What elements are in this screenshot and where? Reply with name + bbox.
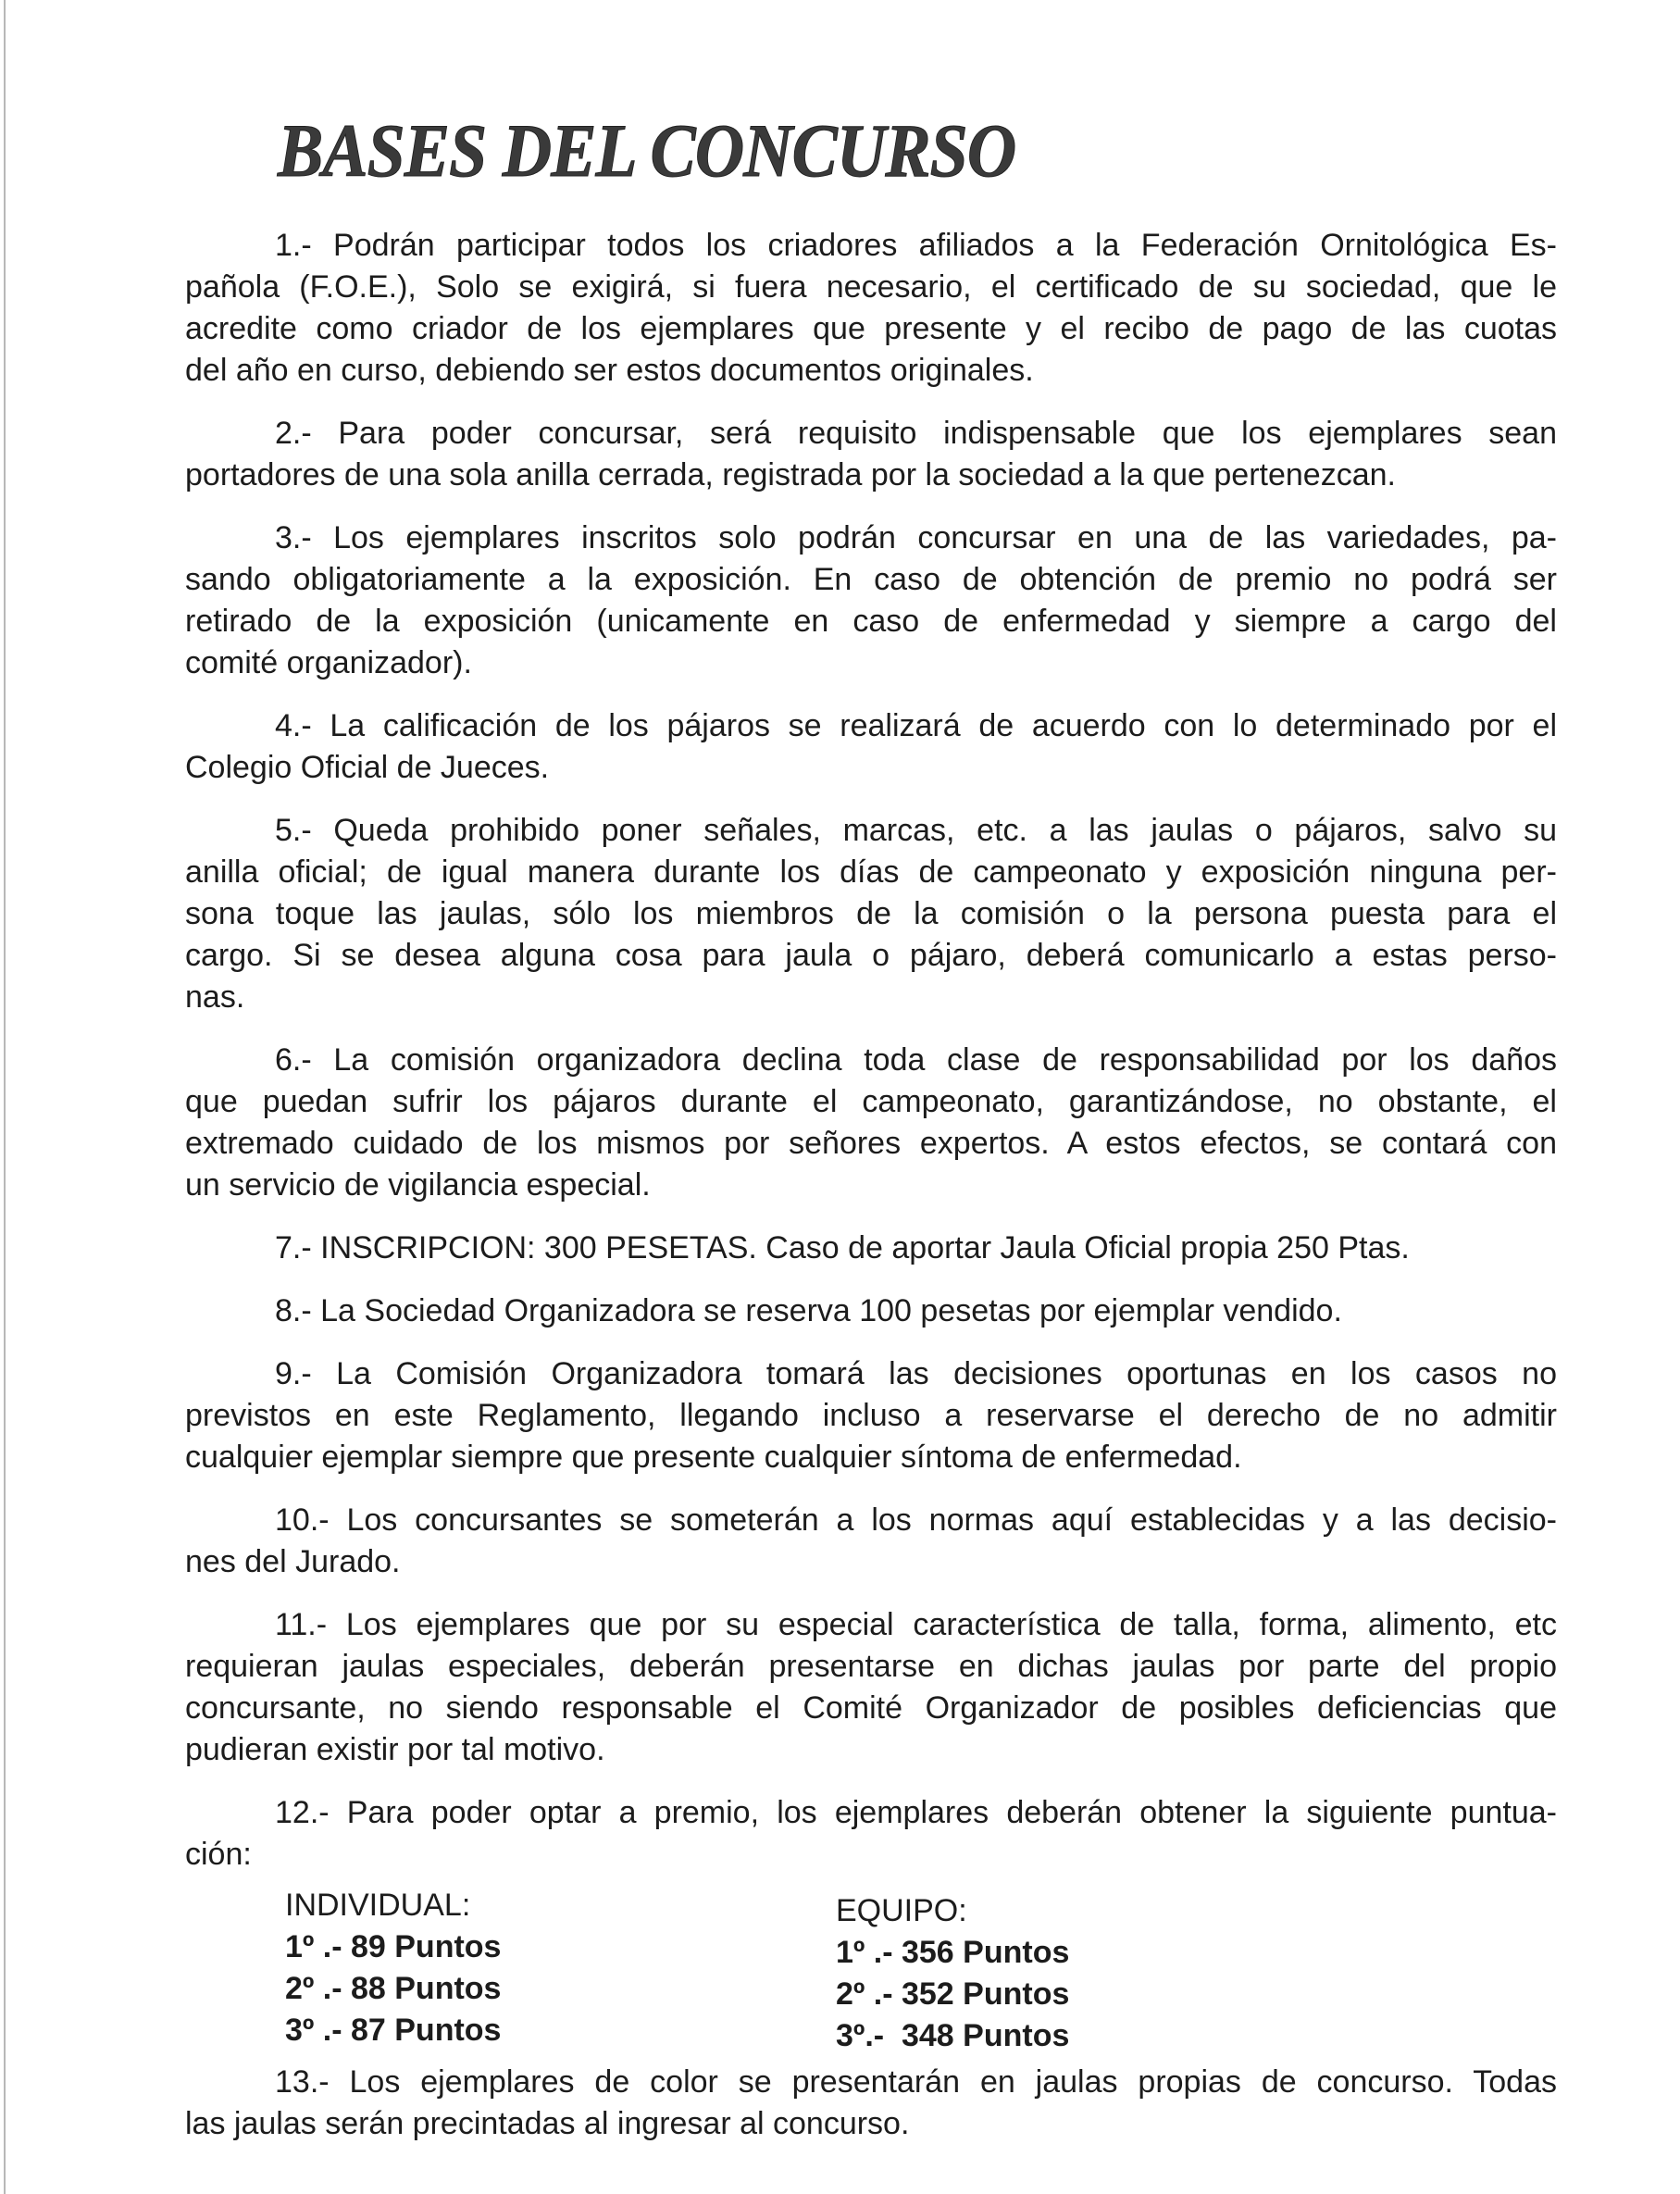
page-title: BASES DEL CONCURSO xyxy=(278,108,1016,193)
rule-line: retirado de la exposición (unicamente en caso de enfermedad y siempre a cargo del xyxy=(185,604,1557,639)
team-score-row: 3º.- 348 Puntos xyxy=(836,2018,1070,2053)
individual-score-row: 2º .- 88 Puntos xyxy=(285,1971,502,2006)
rule-line: 1.- Podrán participar todos los criadores afiliados a la Federación Ornitológica Es- xyxy=(275,228,1557,263)
rule-line: Colegio Oficial de Jueces. xyxy=(185,750,550,785)
rule-1 xyxy=(185,225,1557,392)
rule-line: 5.- Queda prohibido poner señales, marcas, etc. a las jaulas o pájaros, salvo su xyxy=(275,813,1557,848)
team-scores xyxy=(836,1890,1069,2057)
rule-line: 10.- Los concursantes se someterán a los normas aquí establecidas y a las decisio- xyxy=(275,1502,1557,1538)
rule-line: 3.- Los ejemplares inscritos solo podrán concursar en una de las variedades, pa- xyxy=(275,520,1557,555)
individual-score-row: 3º .- 87 Puntos xyxy=(285,2013,502,2048)
rules-list xyxy=(185,225,1557,1876)
rule-line: del año en curso, debiendo ser estos documentos originales. xyxy=(185,353,1034,388)
rule-line: 6.- La comisión organizadora declina toda clase de responsabilidad por los daños xyxy=(275,1042,1557,1078)
rule-6 xyxy=(185,1040,1557,1206)
rule-line: 2.- Para poder concursar, será requisito indispensable que los ejemplares sean xyxy=(275,416,1557,451)
rule-line: previstos en este Reglamento, llegando incluso a reservarse el derecho de no admitir xyxy=(185,1398,1557,1433)
rule-line: un servicio de vigilancia especial. xyxy=(185,1167,651,1203)
rule-line: sando obligatoriamente a la exposición. En caso de obtención de premio no podrá ser xyxy=(185,562,1557,597)
team-score-row: 2º .- 352 Puntos xyxy=(836,1976,1070,2012)
rule-line: nas. xyxy=(185,979,245,1015)
rules-body xyxy=(185,225,1557,2166)
rule-line: acredite como criador de los ejemplares que presente y el recibo de pago de las cuotas xyxy=(185,311,1557,346)
rule-13 xyxy=(185,2062,1557,2145)
rule-5 xyxy=(185,810,1557,1018)
rule-line: nes del Jurado. xyxy=(185,1544,401,1579)
individual-heading: INDIVIDUAL: xyxy=(285,1888,471,1923)
rule-8 xyxy=(185,1290,1557,1332)
rule-4 xyxy=(185,705,1557,789)
rule-line: pañola (F.O.E.), Solo se exigirá, si fuera necesario, el certificado de su sociedad, que le xyxy=(185,269,1557,305)
rule-10 xyxy=(185,1500,1557,1583)
rule-line: sona toque las jaulas, sólo los miembros de la comisión o la persona puesta para el xyxy=(185,896,1557,931)
rule-7 xyxy=(185,1228,1557,1269)
rule-line: anilla oficial; de igual manera durante los días de campeonato y exposición ninguna per- xyxy=(185,854,1557,890)
rule-3 xyxy=(185,517,1557,684)
team-heading: EQUIPO: xyxy=(836,1893,967,1928)
rule-line: pudieran existir por tal motivo. xyxy=(185,1732,605,1767)
rule-line: 9.- La Comisión Organizadora tomará las decisiones oportunas en los casos no xyxy=(275,1356,1557,1391)
rule-line: comité organizador). xyxy=(185,645,472,680)
rule-line: extremado cuidado de los mismos por señores expertos. A estos efectos, se contará con xyxy=(185,1126,1557,1161)
rule-line: 12.- Para poder optar a premio, los ejemplares deberán obtener la siguiente puntua- xyxy=(275,1795,1557,1830)
rule-line: 4.- La calificación de los pájaros se realizará de acuerdo con lo determinado por el xyxy=(275,708,1557,743)
individual-scores xyxy=(285,1885,501,2051)
rule-line: 8.- La Sociedad Organizadora se reserva 100 pesetas por ejemplar vendido. xyxy=(275,1293,1342,1328)
rule-12 xyxy=(185,1792,1557,1876)
rule-line: concursante, no siendo responsable el Comité Organizador de posibles deficiencias que xyxy=(185,1690,1557,1726)
rule-line: 11.- Los ejemplares que por su especial característica de talla, forma, alimento, etc xyxy=(275,1607,1557,1642)
rule-9 xyxy=(185,1353,1557,1478)
rule-line: 13.- Los ejemplares de color se presentarán en jaulas propias de concurso. Todas xyxy=(275,2064,1557,2100)
rule-line: que puedan sufrir los pájaros durante el campeonato, garantizándose, no obstante, el xyxy=(185,1084,1557,1119)
score-table xyxy=(185,1885,1557,2054)
rule-line: ción: xyxy=(185,1837,252,1872)
scan-edge xyxy=(4,0,6,2194)
individual-score-row: 1º .- 89 Puntos xyxy=(285,1929,502,1964)
rule-line: 7.- INSCRIPCION: 300 PESETAS. Caso de aportar Jaula Oficial propia 250 Ptas. xyxy=(275,1230,1410,1265)
rule-line: portadores de una sola anilla cerrada, registrada por la sociedad a la que pertenezcan. xyxy=(185,457,1396,492)
team-score-row: 1º .- 356 Puntos xyxy=(836,1935,1070,1970)
rule-line: requieran jaulas especiales, deberán presentarse en dichas jaulas por parte del propio xyxy=(185,1649,1557,1684)
rule-line: cargo. Si se desea alguna cosa para jaula o pájaro, deberá comunicarlo a estas perso- xyxy=(185,938,1557,973)
rule-line: cualquier ejemplar siempre que presente cualquier síntoma de enfermedad. xyxy=(185,1440,1242,1475)
rule-11 xyxy=(185,1604,1557,1771)
rule-2 xyxy=(185,413,1557,496)
rule-line: las jaulas serán precintadas al ingresar al concurso. xyxy=(185,2106,910,2141)
